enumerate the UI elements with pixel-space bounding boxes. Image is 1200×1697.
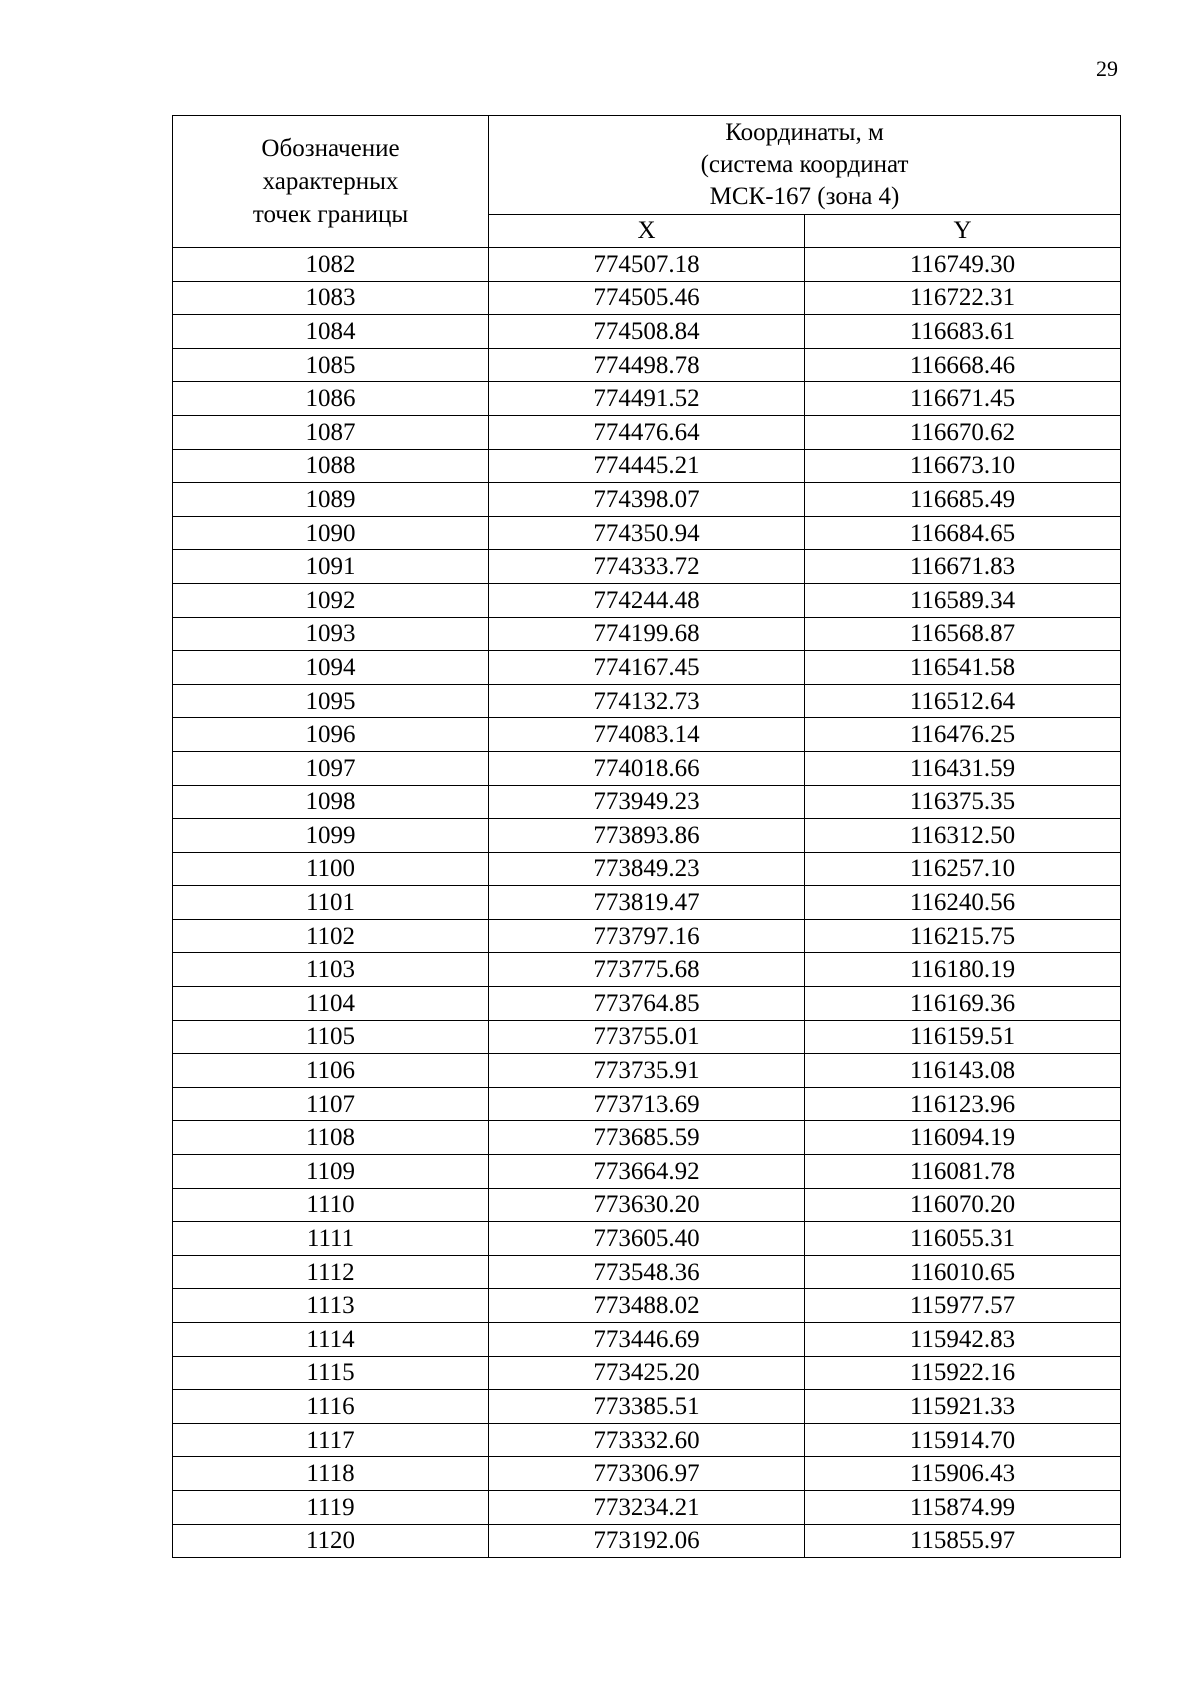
x-coordinate-cell: 773764.85 xyxy=(489,987,805,1021)
y-coordinate-cell: 115922.16 xyxy=(805,1356,1121,1390)
table-row xyxy=(173,886,1121,920)
x-coordinate-cell: 774199.68 xyxy=(489,617,805,651)
x-coordinate-cell: 774508.84 xyxy=(489,315,805,349)
y-coordinate-cell: 116180.19 xyxy=(805,953,1121,987)
x-coordinate-cell: 773893.86 xyxy=(489,819,805,853)
x-coordinate-cell: 774132.73 xyxy=(489,684,805,718)
y-coordinate-cell: 116312.50 xyxy=(805,819,1121,853)
x-coordinate-cell: 774398.07 xyxy=(489,483,805,517)
point-cell: 1098 xyxy=(173,785,489,819)
x-coordinate-cell: 774244.48 xyxy=(489,583,805,617)
table-row xyxy=(173,718,1121,752)
y-coordinate-cell: 115977.57 xyxy=(805,1289,1121,1323)
x-coordinate-cell: 773425.20 xyxy=(489,1356,805,1390)
page-number: 29 xyxy=(1096,56,1118,81)
table-row xyxy=(173,281,1121,315)
x-coordinate-cell: 773385.51 xyxy=(489,1390,805,1424)
point-cell: 1105 xyxy=(173,1020,489,1054)
table-header xyxy=(173,116,1121,248)
point-cell: 1088 xyxy=(173,449,489,483)
table-row xyxy=(173,415,1121,449)
table-row xyxy=(173,617,1121,651)
y-coordinate-cell: 116722.31 xyxy=(805,281,1121,315)
table-row xyxy=(173,919,1121,953)
point-cell: 1086 xyxy=(173,382,489,416)
table-row xyxy=(173,785,1121,819)
y-coordinate-cell: 116375.35 xyxy=(805,785,1121,819)
point-cell: 1100 xyxy=(173,852,489,886)
y-coordinate-cell: 116055.31 xyxy=(805,1222,1121,1256)
table-row xyxy=(173,1524,1121,1558)
table-row xyxy=(173,684,1121,718)
table-row xyxy=(173,1222,1121,1256)
y-coordinate-cell: 116070.20 xyxy=(805,1188,1121,1222)
table-row xyxy=(173,1054,1121,1088)
y-coordinate-cell: 116568.87 xyxy=(805,617,1121,651)
table-row xyxy=(173,248,1121,282)
point-cell: 1096 xyxy=(173,718,489,752)
point-cell: 1083 xyxy=(173,281,489,315)
table-row xyxy=(173,1356,1121,1390)
y-coordinate-cell: 116749.30 xyxy=(805,248,1121,282)
point-cell: 1120 xyxy=(173,1524,489,1558)
header-x: X xyxy=(489,214,805,247)
point-cell: 1090 xyxy=(173,516,489,550)
x-coordinate-cell: 773849.23 xyxy=(489,852,805,886)
x-coordinate-cell: 773234.21 xyxy=(489,1490,805,1524)
point-cell: 1108 xyxy=(173,1121,489,1155)
table-row xyxy=(173,315,1121,349)
y-coordinate-cell: 116215.75 xyxy=(805,919,1121,953)
point-cell: 1107 xyxy=(173,1087,489,1121)
y-coordinate-cell: 116240.56 xyxy=(805,886,1121,920)
table-row xyxy=(173,1121,1121,1155)
table-row xyxy=(173,1423,1121,1457)
y-coordinate-cell: 116668.46 xyxy=(805,348,1121,382)
y-coordinate-cell: 116684.65 xyxy=(805,516,1121,550)
y-coordinate-cell: 116010.65 xyxy=(805,1255,1121,1289)
header-point-designation: Обозначение характерных точек границы xyxy=(173,116,489,248)
point-cell: 1087 xyxy=(173,415,489,449)
x-coordinate-cell: 773192.06 xyxy=(489,1524,805,1558)
table-row xyxy=(173,348,1121,382)
point-cell: 1101 xyxy=(173,886,489,920)
header-row xyxy=(173,116,1121,215)
point-cell: 1091 xyxy=(173,550,489,584)
x-coordinate-cell: 774476.64 xyxy=(489,415,805,449)
x-coordinate-cell: 774350.94 xyxy=(489,516,805,550)
point-cell: 1099 xyxy=(173,819,489,853)
point-cell: 1085 xyxy=(173,348,489,382)
x-coordinate-cell: 774167.45 xyxy=(489,651,805,685)
y-coordinate-cell: 116685.49 xyxy=(805,483,1121,517)
x-coordinate-cell: 773488.02 xyxy=(489,1289,805,1323)
point-cell: 1103 xyxy=(173,953,489,987)
x-coordinate-cell: 774333.72 xyxy=(489,550,805,584)
y-coordinate-cell: 116257.10 xyxy=(805,852,1121,886)
point-cell: 1097 xyxy=(173,751,489,785)
y-coordinate-cell: 116589.34 xyxy=(805,583,1121,617)
table-body xyxy=(173,248,1121,1558)
point-cell: 1110 xyxy=(173,1188,489,1222)
table-row xyxy=(173,852,1121,886)
y-coordinate-cell: 116683.61 xyxy=(805,315,1121,349)
point-cell: 1117 xyxy=(173,1423,489,1457)
x-coordinate-cell: 773735.91 xyxy=(489,1054,805,1088)
y-coordinate-cell: 116671.83 xyxy=(805,550,1121,584)
table-row xyxy=(173,1255,1121,1289)
y-coordinate-cell: 116143.08 xyxy=(805,1054,1121,1088)
y-coordinate-cell: 116081.78 xyxy=(805,1155,1121,1189)
point-cell: 1115 xyxy=(173,1356,489,1390)
point-cell: 1111 xyxy=(173,1222,489,1256)
table-row xyxy=(173,1020,1121,1054)
table-row xyxy=(173,1457,1121,1491)
point-cell: 1095 xyxy=(173,684,489,718)
x-coordinate-cell: 773685.59 xyxy=(489,1121,805,1155)
x-coordinate-cell: 773949.23 xyxy=(489,785,805,819)
y-coordinate-cell: 115855.97 xyxy=(805,1524,1121,1558)
x-coordinate-cell: 774505.46 xyxy=(489,281,805,315)
table-row xyxy=(173,953,1121,987)
y-coordinate-cell: 116123.96 xyxy=(805,1087,1121,1121)
header-coordinates: Координаты, м (система координат МСК-167 (зона 4) xyxy=(489,116,1121,215)
y-coordinate-cell: 116670.62 xyxy=(805,415,1121,449)
y-coordinate-cell: 116671.45 xyxy=(805,382,1121,416)
x-coordinate-cell: 773775.68 xyxy=(489,953,805,987)
x-coordinate-cell: 774445.21 xyxy=(489,449,805,483)
y-coordinate-cell: 115874.99 xyxy=(805,1490,1121,1524)
table-row xyxy=(173,987,1121,1021)
x-coordinate-cell: 774507.18 xyxy=(489,248,805,282)
x-coordinate-cell: 773664.92 xyxy=(489,1155,805,1189)
point-cell: 1093 xyxy=(173,617,489,651)
table-row xyxy=(173,819,1121,853)
point-cell: 1116 xyxy=(173,1390,489,1424)
table-row xyxy=(173,1087,1121,1121)
table-row xyxy=(173,1323,1121,1357)
table-row xyxy=(173,751,1121,785)
y-coordinate-cell: 116159.51 xyxy=(805,1020,1121,1054)
point-cell: 1104 xyxy=(173,987,489,1021)
table-row xyxy=(173,382,1121,416)
header-y: Y xyxy=(805,214,1121,247)
point-cell: 1114 xyxy=(173,1323,489,1357)
y-coordinate-cell: 116094.19 xyxy=(805,1121,1121,1155)
table-row xyxy=(173,1390,1121,1424)
table-row xyxy=(173,1188,1121,1222)
x-coordinate-cell: 773819.47 xyxy=(489,886,805,920)
x-coordinate-cell: 774491.52 xyxy=(489,382,805,416)
x-coordinate-cell: 773548.36 xyxy=(489,1255,805,1289)
x-coordinate-cell: 773630.20 xyxy=(489,1188,805,1222)
x-coordinate-cell: 773797.16 xyxy=(489,919,805,953)
y-coordinate-cell: 116673.10 xyxy=(805,449,1121,483)
x-coordinate-cell: 773446.69 xyxy=(489,1323,805,1357)
table-row xyxy=(173,1155,1121,1189)
table-row xyxy=(173,516,1121,550)
point-cell: 1089 xyxy=(173,483,489,517)
table-row xyxy=(173,550,1121,584)
x-coordinate-cell: 774018.66 xyxy=(489,751,805,785)
x-coordinate-cell: 774083.14 xyxy=(489,718,805,752)
point-cell: 1084 xyxy=(173,315,489,349)
point-cell: 1082 xyxy=(173,248,489,282)
point-cell: 1092 xyxy=(173,583,489,617)
y-coordinate-cell: 116512.64 xyxy=(805,684,1121,718)
x-coordinate-cell: 773755.01 xyxy=(489,1020,805,1054)
table-row xyxy=(173,651,1121,685)
y-coordinate-cell: 115906.43 xyxy=(805,1457,1121,1491)
x-coordinate-cell: 773605.40 xyxy=(489,1222,805,1256)
point-cell: 1094 xyxy=(173,651,489,685)
table-row xyxy=(173,1490,1121,1524)
x-coordinate-cell: 773332.60 xyxy=(489,1423,805,1457)
table-row xyxy=(173,583,1121,617)
point-cell: 1106 xyxy=(173,1054,489,1088)
point-cell: 1109 xyxy=(173,1155,489,1189)
y-coordinate-cell: 115921.33 xyxy=(805,1390,1121,1424)
x-coordinate-cell: 773713.69 xyxy=(489,1087,805,1121)
y-coordinate-cell: 116431.59 xyxy=(805,751,1121,785)
x-coordinate-cell: 774498.78 xyxy=(489,348,805,382)
y-coordinate-cell: 115942.83 xyxy=(805,1323,1121,1357)
coordinates-table xyxy=(172,115,1121,1558)
y-coordinate-cell: 115914.70 xyxy=(805,1423,1121,1457)
table-row xyxy=(173,1289,1121,1323)
y-coordinate-cell: 116541.58 xyxy=(805,651,1121,685)
y-coordinate-cell: 116476.25 xyxy=(805,718,1121,752)
table-row xyxy=(173,449,1121,483)
x-coordinate-cell: 773306.97 xyxy=(489,1457,805,1491)
point-cell: 1112 xyxy=(173,1255,489,1289)
table-row xyxy=(173,483,1121,517)
point-cell: 1113 xyxy=(173,1289,489,1323)
point-cell: 1119 xyxy=(173,1490,489,1524)
point-cell: 1118 xyxy=(173,1457,489,1491)
y-coordinate-cell: 116169.36 xyxy=(805,987,1121,1021)
point-cell: 1102 xyxy=(173,919,489,953)
